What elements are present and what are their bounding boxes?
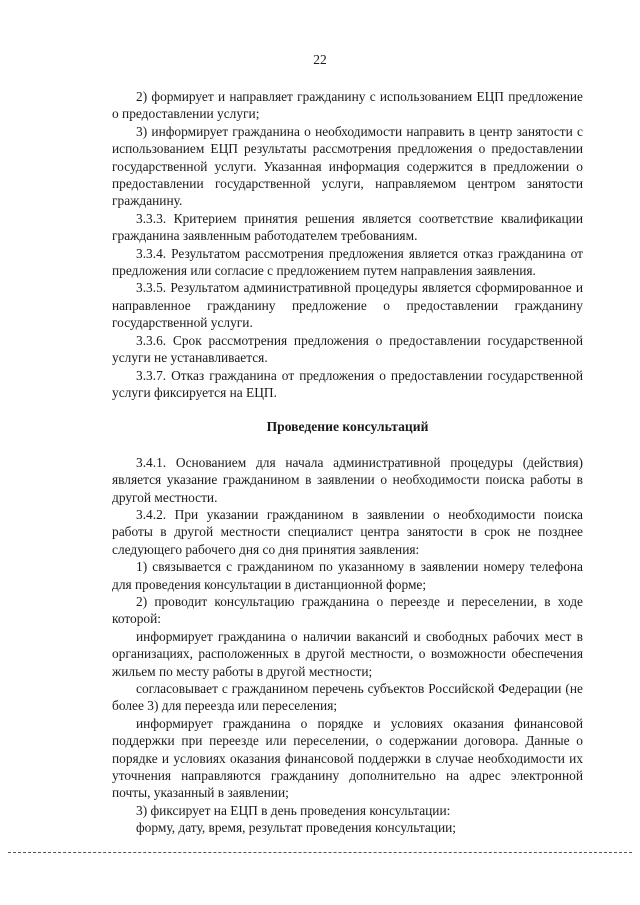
paragraph: 2) формирует и направляет гражданину с использованием ЕЦП предложение о предоставлении услуги;: [112, 89, 583, 122]
section-heading: Проведение консультаций: [266, 419, 429, 435]
paragraph: 3.4.2. При указании гражданином в заявлении о необходимости поиска работы в другой местности специалист центра занятости в срок не позднее следующего рабочего дня со дня принятия заявления:: [112, 506, 583, 557]
paragraph: 1) связывается с гражданином по указанному в заявлении номеру телефона для проведения консультации в дистанционной форме;: [112, 559, 583, 592]
page-bottom-rule: [8, 852, 632, 853]
paragraph: 3) информирует гражданина о необходимости направить в центр занятости с использованием ЕЦП результаты рассмотрения предложения о предоставлении государственной услуги. Указанная информация содержится в предложении о предоставлении государственной услуги, направляемом центром занятости гражданину.: [112, 123, 583, 209]
paragraph: 2) проводит консультацию гражданина о переезде и переселении, в ходе которой:: [112, 593, 583, 627]
paragraph: согласовывает с гражданином перечень субъектов Российской Федерации (не более 3) для переезда или переселения;: [112, 681, 583, 714]
paragraph: информирует гражданина о наличии вакансий и свободных рабочих мест в организациях, расположенных в другой местности, о возможности обеспечения жильем по месту работы в другой местности;: [112, 628, 583, 679]
paragraph: 3.4.1. Основанием для начала административной процедуры (действия) является указание гражданином в заявлении о необходимости поиска работы в другой местности.: [112, 454, 583, 505]
paragraph: информирует гражданина о порядке и условиях оказания финансовой поддержки при переезде или переселении, о содержании договора. Данные о порядке и условиях оказания финансовой поддержки в случае необходимости их уточнения направляются гражданину дополнительно на адрес электронной почты, указанный в заявлении;: [112, 715, 583, 801]
paragraph: 3.3.7. Отказ гражданина от предложения о предоставлении государственной услуги фиксируется на ЕЦП.: [112, 367, 583, 400]
paragraph: 3) фиксирует на ЕЦП в день проведения консультации:: [136, 802, 451, 818]
document-body: [112, 88, 583, 837]
paragraph: 3.3.5. Результатом административной процедуры является сформированное и направленное гражданину предложение о предоставлении гражданину государственной услуги.: [112, 280, 583, 331]
paragraph: форму, дату, время, результат проведения консультации;: [136, 820, 456, 836]
paragraph: 3.3.3. Критерием принятия решения является соответствие квалификации гражданина заявленным работодателем требованиям.: [112, 210, 583, 244]
paragraph: 3.3.4. Результатом рассмотрения предложения является отказ гражданина от предложения или согласие с предложением путем направления заявления.: [112, 245, 583, 279]
paragraph: 3.3.6. Срок рассмотрения предложения о предоставлении государственной услуги не устанавливается.: [112, 332, 583, 366]
page-number: 22: [313, 52, 327, 67]
